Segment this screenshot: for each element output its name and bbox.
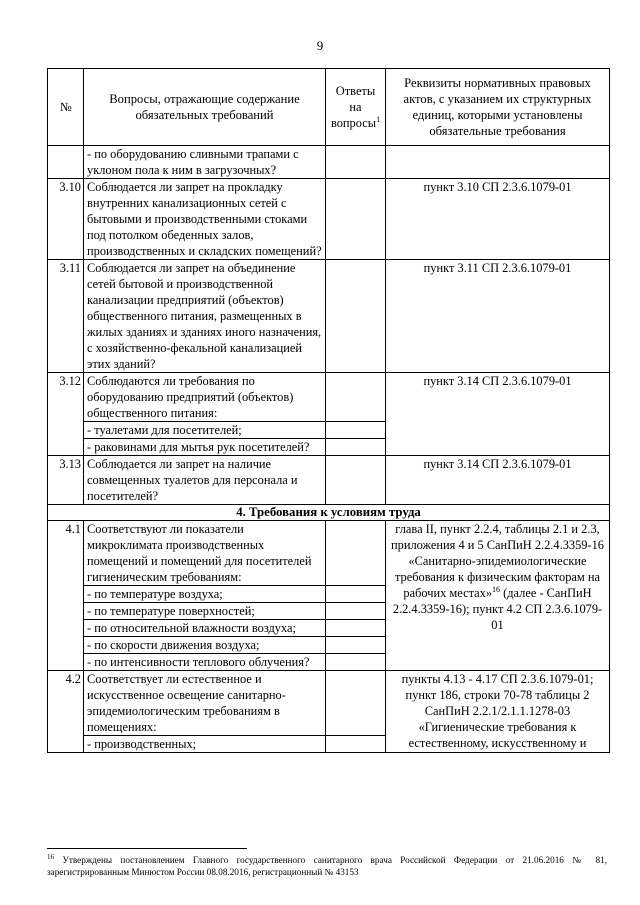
header-num: № [48, 69, 84, 146]
requirements-table [47, 68, 610, 753]
row-answer [326, 671, 386, 736]
row-subquestion: - по интенсивности теплового облучения? [84, 654, 326, 671]
row-subquestion: - по относительной влажности воздуха; [84, 620, 326, 637]
row-answer [326, 586, 386, 603]
row-question: Соответствует ли естественное и искусственное освещение санитарно-эпидемиологическим требованиям в помещениях: [84, 671, 326, 736]
row-answer [326, 603, 386, 620]
requisite-footnote-mark: 16 [492, 584, 501, 594]
section-heading-row [48, 505, 610, 521]
row-answer [326, 422, 386, 439]
row-question: Соблюдается ли запрет на объединение сетей бытовой и производственной канализации предприятий (объектов) общественного питания, размещенных в жилых зданиях и зданиях иного назначения, с хозяйственно-фекальной канализацией этих зданий? [84, 260, 326, 373]
row-answer [326, 654, 386, 671]
header-answers [326, 69, 386, 146]
row-requisite: пункт 3.10 СП 2.3.6.1079-01 [386, 179, 610, 260]
table-row [48, 179, 610, 260]
header-answers-text: Ответы на вопросы [330, 84, 377, 130]
row-requisite: пункт 3.14 СП 2.3.6.1079-01 [386, 456, 610, 505]
table-row [48, 456, 610, 505]
requisite-text-b: (далее - СанПиН 2.2.4.3359-16); пункт 4.2 СП 2.3.6.1079-01 [392, 586, 603, 632]
row-question: Соблюдается ли запрет на наличие совмещенных туалетов для персонала и посетителей? [84, 456, 326, 505]
row-question: - по оборудованию сливными трапами с уклоном пола к ним в загрузочных? [84, 146, 326, 179]
footnote-number: 16 [47, 852, 54, 861]
row-answer [326, 146, 386, 179]
row-answer [326, 620, 386, 637]
section-heading: 4. Требования к условиям труда [48, 505, 610, 521]
footnote-separator [47, 848, 247, 849]
row-num: 3.13 [48, 456, 84, 505]
row-answer [326, 439, 386, 456]
row-subquestion: - по температуре поверхностей; [84, 603, 326, 620]
row-num [48, 146, 84, 179]
table-row [48, 146, 610, 179]
header-requisites: Реквизиты нормативных правовых актов, с указанием их структурных единиц, которыми установлены обязательные требования [386, 69, 610, 146]
row-subquestion: - раковинами для мытья рук посетителей? [84, 439, 326, 456]
row-num: 3.12 [48, 373, 84, 456]
header-questions: Вопросы, отражающие содержание обязательных требований [84, 69, 326, 146]
footnote [47, 854, 607, 878]
row-question: Соблюдаются ли требования по оборудованию предприятий (объектов) общественного питания: [84, 373, 326, 422]
row-num: 3.10 [48, 179, 84, 260]
row-requisite: пункт 3.11 СП 2.3.6.1079-01 [386, 260, 610, 373]
row-question: Соответствуют ли показатели микроклимата производственных помещений и помещений для посетителей гигиеническим требованиям: [84, 521, 326, 586]
page-number: 9 [316, 38, 324, 53]
row-subquestion: - по температуре воздуха; [84, 586, 326, 603]
table-row [48, 260, 610, 373]
row-answer [326, 373, 386, 422]
row-answer [326, 736, 386, 753]
row-requisite: пункты 4.13 - 4.17 СП 2.3.6.1079-01; пункт 186, строки 70-78 таблицы 2 СанПиН 2.2.1/2.1.1.1278-03 «Гигиенические требования к естественному, искусственному и [386, 671, 610, 753]
row-subquestion: - производственных; [84, 736, 326, 753]
requisite-text-a: глава II, пункт 2.2.4, таблицы 2.1 и 2.3, приложения 4 и 5 СанПиН 2.2.4.3359-16 «Санитарно-эпидемиологические требования к физическим факторам на рабочих местах» [391, 522, 604, 600]
row-num: 4.1 [48, 521, 84, 671]
row-requisite [386, 521, 610, 671]
row-answer [326, 637, 386, 654]
row-subquestion: - туалетами для посетителей; [84, 422, 326, 439]
row-answer [326, 456, 386, 505]
row-answer [326, 179, 386, 260]
row-answer [326, 260, 386, 373]
row-num: 4.2 [48, 671, 84, 753]
row-num: 3.11 [48, 260, 84, 373]
table-row [48, 671, 610, 736]
row-subquestion: - по скорости движения воздуха; [84, 637, 326, 654]
table-header-row [48, 69, 610, 146]
table-row [48, 521, 610, 586]
row-requisite: пункт 3.14 СП 2.3.6.1079-01 [386, 373, 610, 456]
row-answer [326, 521, 386, 586]
header-answers-footnote-mark: 1 [376, 114, 381, 124]
row-question: Соблюдается ли запрет на прокладку внутренних канализационных сетей с бытовыми и производственными стоками под потолком обеденных залов, производственных и складских помещений? [84, 179, 326, 260]
footnote-text: Утверждены постановлением Главного государственного санитарного врача Российской Федерации от 21.06.2016 № 81, зарегистрированным Минюстом России 08.08.2016, регистрационный № 43153 [47, 855, 607, 877]
row-requisite [386, 146, 610, 179]
table-row [48, 373, 610, 422]
